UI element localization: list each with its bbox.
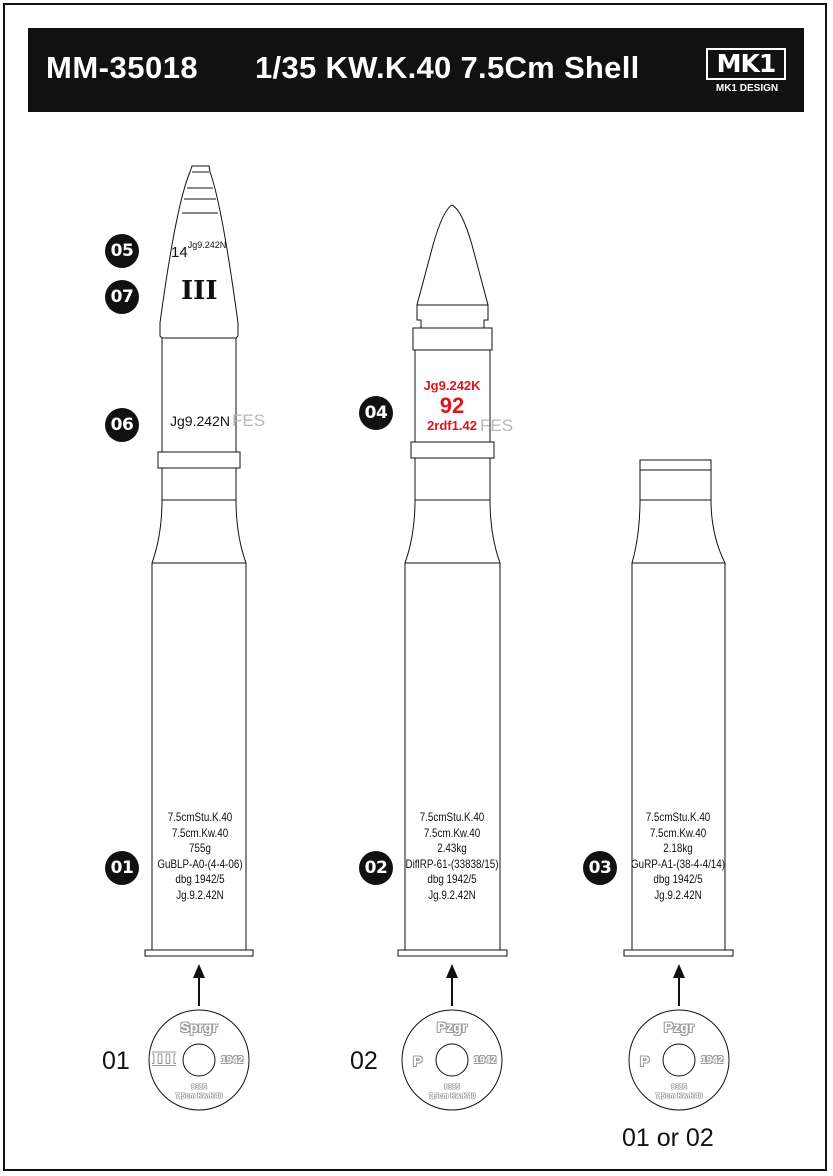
- case-stencil-2: [403, 810, 501, 903]
- case-line: dbg 1942/5: [653, 872, 703, 886]
- disc-1-right: 1942: [221, 1055, 244, 1066]
- ghost-mark-1: FES: [232, 411, 266, 430]
- disc-caption-2: 02: [350, 1047, 378, 1075]
- roman-mark: III: [181, 276, 218, 306]
- logo-mark: MK1: [706, 48, 786, 80]
- kit-code: MM-35018: [46, 50, 199, 85]
- disc-1-left: III: [152, 1050, 176, 1070]
- nose-mark: [171, 240, 227, 261]
- case-line: 2.18kg: [663, 841, 693, 855]
- case-line: 7.5cm.Kw.40: [171, 825, 229, 840]
- case-line: Jg.9.2.42N: [428, 887, 476, 902]
- case-line: 2.43kg: [437, 841, 467, 855]
- case-line: 7.5cm.Kw.40: [423, 825, 481, 840]
- disc-1-bottom: [159, 1083, 239, 1101]
- case-line: 7.5cmStu.K.40: [167, 810, 233, 824]
- disc-line: 8385: [671, 1084, 687, 1091]
- arrow-1-icon: [193, 964, 205, 978]
- nose-mark-main: 14: [171, 244, 188, 261]
- disc-line: 7,5cm Kw.K40: [655, 1093, 703, 1100]
- case-line: Jg.9.2.42N: [654, 887, 702, 902]
- disc-caption-1: 01: [102, 1047, 130, 1075]
- red-mark-1: Jg9.242K: [423, 378, 481, 393]
- red-mark-2: 92: [439, 393, 465, 418]
- disc-2-left: P: [413, 1053, 423, 1069]
- band-mark: Jg9.242N: [170, 413, 230, 429]
- case-line: 755g: [189, 841, 211, 855]
- disc-2-right: 1942: [474, 1055, 497, 1066]
- case-line: 7.5cm.Kw.40: [649, 825, 707, 840]
- case-line: Jg.9.2.42N: [176, 887, 224, 902]
- arrows: [193, 964, 685, 1006]
- case-line: 7.5cmStu.K.40: [419, 810, 485, 824]
- case-line: DiflRP-61-(33838/15): [405, 856, 499, 871]
- case-line: GuBLP-A0-(4-4-06): [157, 856, 243, 871]
- disc-line: 8385: [444, 1084, 460, 1091]
- case-line: GuRP-A1-(38-4-4/14): [630, 856, 726, 871]
- case-stencil-3: [629, 810, 727, 903]
- disc-line: 7,5cm Kw.K40: [175, 1093, 223, 1100]
- case-line: dbg 1942/5: [175, 872, 225, 886]
- case-line: dbg 1942/5: [427, 872, 477, 886]
- callout-07: 07: [105, 280, 139, 314]
- disc-3-top: Pzgr: [663, 1019, 695, 1035]
- disc-3-bottom: [639, 1083, 719, 1101]
- disc-3-right: 1942: [701, 1055, 724, 1066]
- callout-06: 06: [105, 408, 139, 442]
- ghost-mark-2: FES: [480, 416, 514, 435]
- case-stencil-1: [151, 810, 249, 903]
- callout-03: 03: [583, 851, 617, 885]
- arrow-3-icon: [673, 964, 685, 978]
- disc-2-bottom: [412, 1083, 492, 1101]
- callout-04: 04: [359, 396, 393, 430]
- kit-title: 1/35 KW.K.40 7.5Cm Shell: [255, 50, 640, 85]
- disc-line: 8385: [191, 1084, 207, 1091]
- case-line: 7.5cmStu.K.40: [645, 810, 711, 824]
- callout-02: 02: [359, 851, 393, 885]
- callout-01: 01: [105, 851, 139, 885]
- red-mark-3: 2rdf1.42: [427, 418, 477, 433]
- disc-3-left: P: [640, 1053, 650, 1069]
- disc-caption-3: 01 or 02: [622, 1124, 714, 1152]
- disc-1-top: Sprgr: [180, 1019, 218, 1035]
- disc-2-top: Pzgr: [436, 1019, 468, 1035]
- callout-05: 05: [105, 234, 139, 268]
- logo-subtitle: MK1 DESIGN: [715, 83, 779, 94]
- arrow-2-icon: [446, 964, 458, 978]
- disc-line: 7,5cm Kw.K40: [428, 1093, 476, 1100]
- nose-mark-sup: Jg9.242N: [187, 240, 227, 250]
